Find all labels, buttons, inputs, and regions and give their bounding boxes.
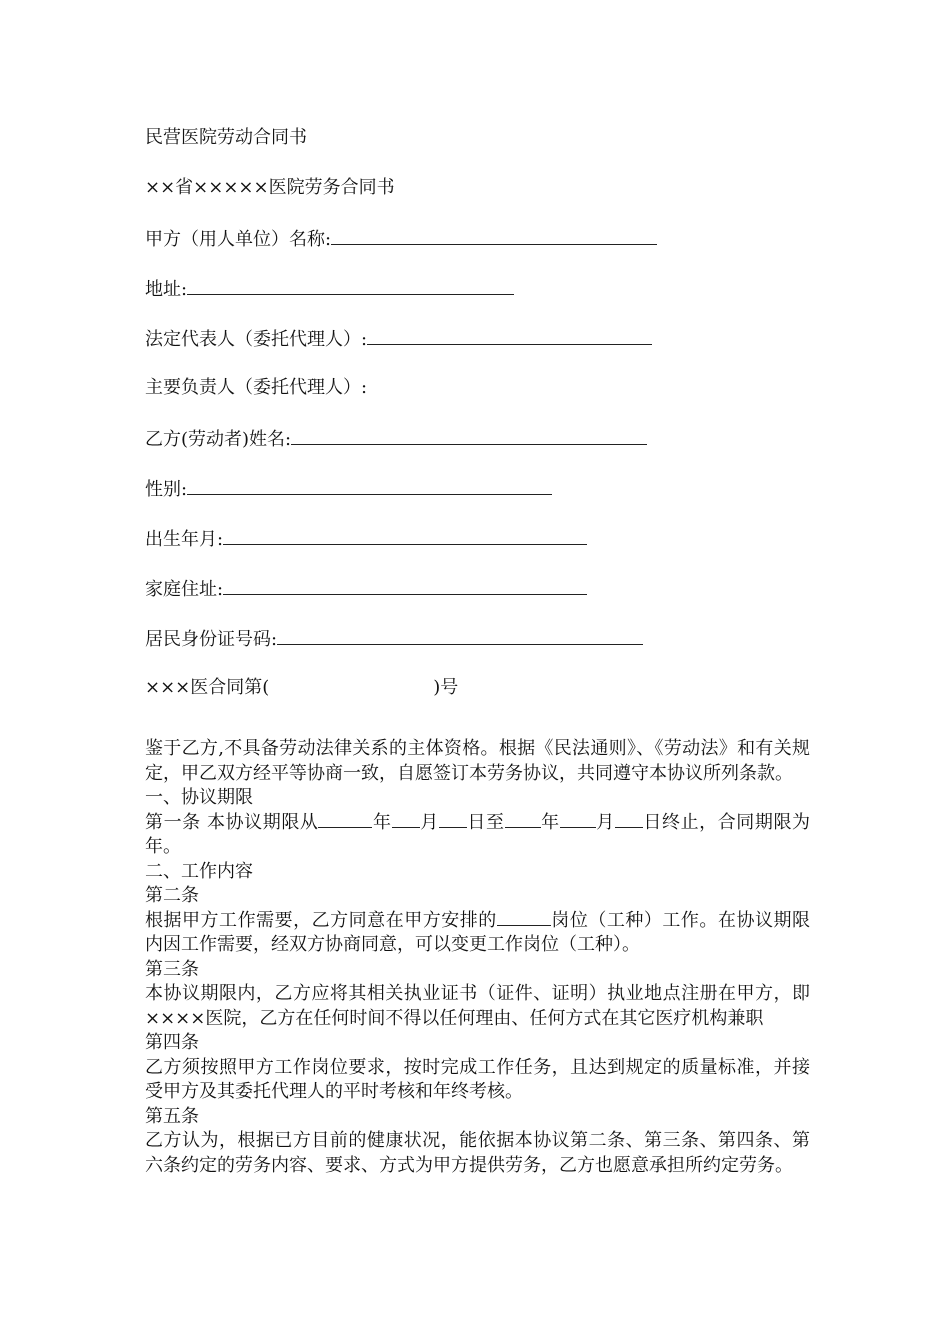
article-4: 乙方须按照甲方工作岗位要求，按时完成工作任务，且达到规定的质量标准，并接受甲方及其委托代理人的平时考核和年终考核。 xyxy=(145,1056,810,1102)
article-text: 日终止，合同期限为年。 xyxy=(145,811,811,857)
article-text: 年 xyxy=(372,811,392,833)
field-home-address xyxy=(145,576,587,602)
fill-line xyxy=(187,276,514,295)
blank-line xyxy=(392,811,420,828)
field-address xyxy=(145,276,514,302)
article-5: 乙方认为，根据已方目前的健康状况，能依据本协议第二条、第三条、第四条、第六条约定的劳务内容、要求、方式为甲方提供劳务，乙方也愿意承担所约定劳务。 xyxy=(145,1130,810,1176)
field-label: 地址: xyxy=(145,279,188,300)
fill-line xyxy=(367,326,652,345)
agreement-body xyxy=(145,737,810,1178)
field-birth xyxy=(145,526,587,552)
field-label: 出生年月: xyxy=(145,529,224,550)
blank-line xyxy=(560,811,596,828)
intro-paragraph: 鉴于乙方,不具备劳动法律关系的主体资格。根据《民法通则》、《劳动法》和有关规定，甲乙双方经平等协商一致，自愿签订本劳务协议，共同遵守本协议所列条款。 xyxy=(145,738,810,784)
article-title: 第二条 xyxy=(145,885,199,906)
fill-line xyxy=(277,626,643,645)
field-gender xyxy=(145,476,552,502)
article-text: 岗位（工种）工作。在协议期限内因工作需要，经双方协商同意，可以变更工作岗位（工种）。 xyxy=(145,909,811,955)
field-label: 家庭住址: xyxy=(145,579,224,600)
fill-line xyxy=(223,526,587,545)
article-3: 本协议期限内，乙方应将其相关执业证书（证件、证明）执业地点注册在甲方，即××××医院，乙方在任何时间不得以任何理由、任何方式在其它医疗机构兼职 xyxy=(145,983,810,1029)
doc-title: 民营医院劳动合同书 xyxy=(145,127,307,148)
field-party-a-name xyxy=(145,226,657,252)
contract-number-prefix: ×××医合同第( xyxy=(145,677,270,698)
article-text: 日至 xyxy=(466,811,505,833)
blank-line xyxy=(439,811,467,828)
field-party-b-name xyxy=(145,426,647,452)
field-label: 主要负责人（委托代理人）: xyxy=(145,377,368,398)
contract-number-suffix: )号 xyxy=(433,677,459,698)
blank-line xyxy=(318,811,372,828)
article-text: 年 xyxy=(540,811,560,833)
fill-line xyxy=(291,426,647,445)
article-text: 月 xyxy=(419,811,439,833)
field-principal xyxy=(145,376,367,400)
field-label: 法定代表人（委托代理人）: xyxy=(145,329,368,350)
article-title: 第四条 xyxy=(145,1032,199,1053)
article-text: 月 xyxy=(595,811,615,833)
article-title: 第五条 xyxy=(145,1105,199,1127)
article-1 xyxy=(145,811,810,860)
blank-line xyxy=(505,811,541,828)
article-text: 第一条 本协议期限从 xyxy=(145,811,319,833)
doc-subtitle: ××省×××××医院劳务合同书 xyxy=(145,177,395,198)
blank-line xyxy=(615,811,643,828)
field-label: 居民身份证号码: xyxy=(145,629,278,650)
contract-number xyxy=(145,676,458,700)
section-title: 二、工作内容 xyxy=(145,860,253,882)
field-id-number xyxy=(145,626,643,652)
field-legal-rep xyxy=(145,326,652,352)
fill-line xyxy=(331,226,657,245)
blank-line xyxy=(497,909,551,926)
article-2 xyxy=(145,909,810,958)
fill-line xyxy=(223,576,587,595)
field-label: 性别: xyxy=(145,479,188,500)
article-text: 根据甲方工作需要，乙方同意在甲方安排的 xyxy=(145,909,497,931)
field-label: 甲方（用人单位）名称: xyxy=(145,229,332,250)
fill-line xyxy=(187,476,552,495)
article-title: 第三条 xyxy=(145,958,199,980)
section-title: 一、协议期限 xyxy=(145,787,253,808)
field-label: 乙方(劳动者)姓名: xyxy=(145,429,292,450)
